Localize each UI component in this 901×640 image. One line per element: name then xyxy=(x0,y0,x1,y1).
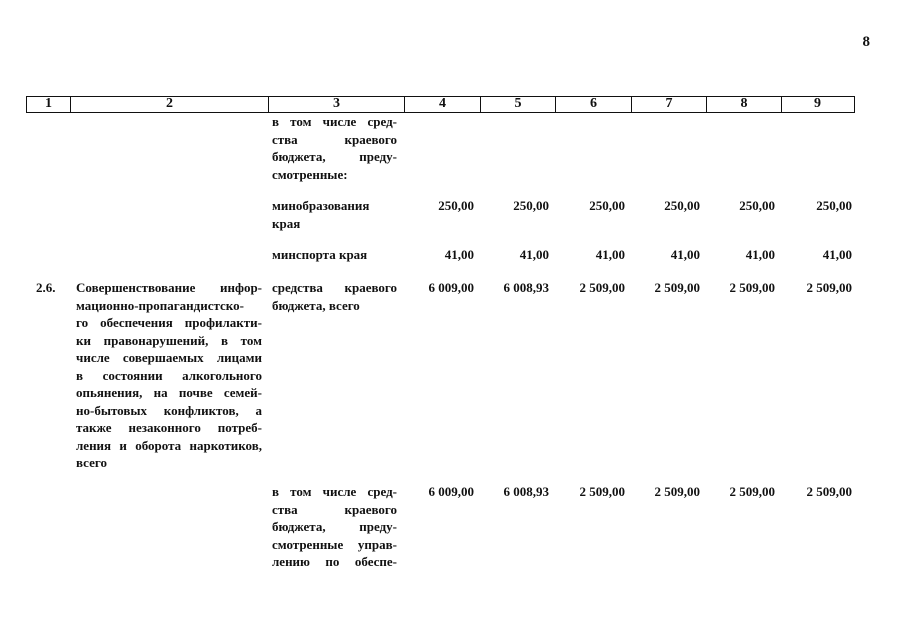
row-3-name-line: числе совершаемых лицами xyxy=(76,350,262,365)
row-1-col-5: 250,00 xyxy=(513,198,549,213)
header-col-1: 1 xyxy=(45,96,52,111)
header-col-3: 3 xyxy=(268,97,404,112)
header-col-4: 4 xyxy=(404,97,480,112)
row-3-name-line: мационно-пропагандистско- xyxy=(76,297,244,313)
row-2-col-7: 41,00 xyxy=(670,247,700,262)
row-3-source xyxy=(272,279,397,314)
row-3-name-line: опьянения, на почве семей- xyxy=(76,385,262,400)
row-1-source-line: края xyxy=(272,215,301,231)
row-3-name xyxy=(76,279,262,472)
row-0-source-line: смотренные: xyxy=(272,166,348,182)
row-4-col-7: 2 509,00 xyxy=(654,484,700,499)
header-col-5: 5 xyxy=(480,97,555,112)
row-0-source xyxy=(272,113,397,183)
header-col-2: 2 xyxy=(70,97,268,112)
row-3-id: 2.6. xyxy=(36,280,56,295)
row-3-col-5: 6 008,93 xyxy=(503,280,549,295)
row-3-name-line: но-бытовых конфликтов, а xyxy=(76,402,262,418)
row-3-name-line: го обеспечения профилакти- xyxy=(76,315,262,330)
row-4-col-9: 2 509,00 xyxy=(806,484,852,499)
row-4-source-line: лению по обеспе- xyxy=(272,554,397,569)
row-4-source xyxy=(272,483,397,571)
row-3-col-9: 2 509,00 xyxy=(806,280,852,295)
row-4-source-line: в том числе сред- xyxy=(272,484,397,499)
row-3-source-line: средства краевого xyxy=(272,280,397,295)
row-4-source-line: смотренные управ- xyxy=(272,536,397,552)
row-2-col-5: 41,00 xyxy=(519,247,549,262)
row-4-source-line: ства краевого xyxy=(272,501,397,517)
row-3-col-7: 2 509,00 xyxy=(654,280,700,295)
row-1-col-8: 250,00 xyxy=(739,198,775,213)
row-1-col-9: 250,00 xyxy=(816,198,852,213)
row-1-col-7: 250,00 xyxy=(664,198,700,213)
row-2-col-9: 41,00 xyxy=(822,247,852,262)
row-1-col-6: 250,00 xyxy=(589,198,625,213)
row-4-col-4: 6 009,00 xyxy=(428,484,474,499)
header-col-6: 6 xyxy=(555,97,631,112)
page-number: 8 xyxy=(862,34,870,50)
row-4-col-6: 2 509,00 xyxy=(579,484,625,499)
table-header-row xyxy=(26,96,855,113)
row-2-col-6: 41,00 xyxy=(595,247,625,262)
row-2-col-4: 41,00 xyxy=(444,247,474,262)
row-3-name-line: в состоянии алкогольного xyxy=(76,367,262,383)
row-1-source-line: минобразования xyxy=(272,198,370,213)
row-0-source-line: ства краевого xyxy=(272,131,397,147)
row-3-col-4: 6 009,00 xyxy=(428,280,474,295)
row-2-source-line: минспорта края xyxy=(272,247,368,262)
header-col-8: 8 xyxy=(706,97,781,112)
row-4-source-line: бюджета, преду- xyxy=(272,519,397,534)
row-3-col-6: 2 509,00 xyxy=(579,280,625,295)
row-3-col-8: 2 509,00 xyxy=(729,280,775,295)
row-3-name-line: ки правонарушений, в том xyxy=(76,332,262,348)
row-3-name-line: ления и оборота наркотиков, xyxy=(76,437,262,453)
row-1-col-4: 250,00 xyxy=(438,198,474,213)
row-0-source-line: бюджета, преду- xyxy=(272,149,397,164)
header-col-9: 9 xyxy=(781,97,853,112)
row-3-name-line: Совершенствование инфор- xyxy=(76,280,262,295)
row-3-source-line: бюджета, всего xyxy=(272,297,360,313)
row-3-name-line: всего xyxy=(76,455,107,470)
row-4-col-8: 2 509,00 xyxy=(729,484,775,499)
row-2-col-8: 41,00 xyxy=(745,247,775,262)
header-col-7: 7 xyxy=(631,97,706,112)
row-1-source xyxy=(272,197,397,232)
row-3-name-line: также незаконного потреб- xyxy=(76,420,262,435)
row-2-source xyxy=(272,246,397,264)
row-4-col-5: 6 008,93 xyxy=(503,484,549,499)
row-0-source-line: в том числе сред- xyxy=(272,114,397,129)
